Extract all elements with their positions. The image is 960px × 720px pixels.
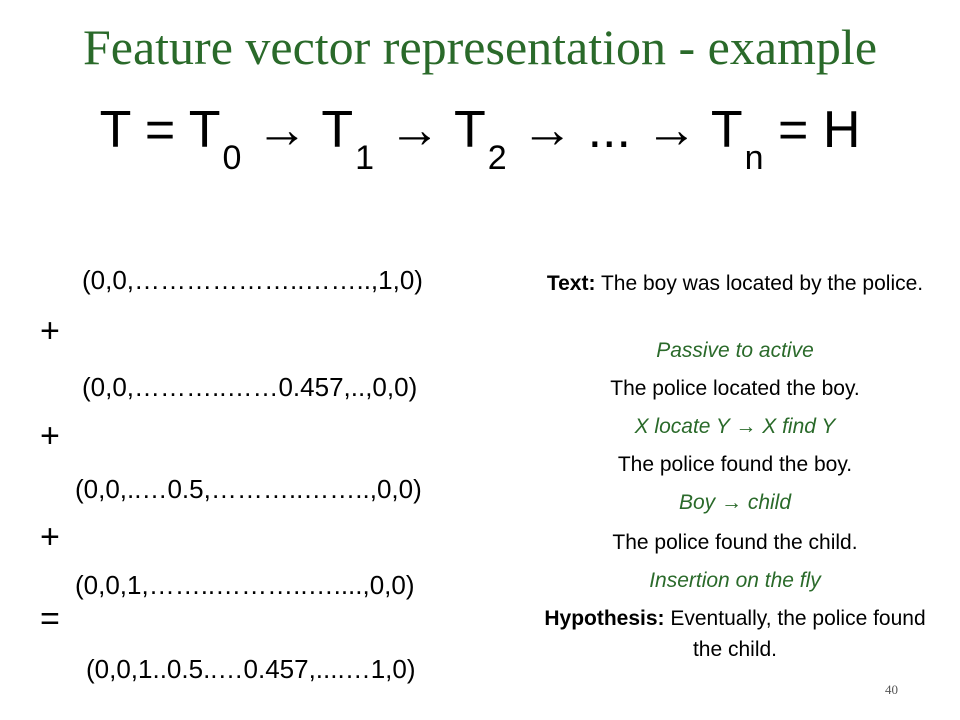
step-2: The police found the boy. <box>617 453 853 476</box>
subscript: 0 <box>222 139 242 177</box>
operator-plus: + <box>40 518 60 556</box>
rule-insertion: Insertion on the fly <box>649 569 821 592</box>
text-label: Text: <box>546 272 596 295</box>
vector-3: (0,0,..…0.5,………..……..,0,0) <box>75 474 422 504</box>
operator-plus: + <box>40 417 60 455</box>
formula-part: T = T <box>99 101 221 159</box>
formula-part: → T <box>241 101 354 159</box>
step-1: The police located the boy. <box>610 377 860 400</box>
subscript: 1 <box>355 139 375 177</box>
formula-part: = H <box>763 101 861 159</box>
operator-plus: + <box>40 312 60 350</box>
operator-equals: = <box>40 600 60 638</box>
vector-4: (0,0,1,……..………..…....,0,0) <box>75 570 415 600</box>
hypothesis-value: Eventually, the police found the child. <box>664 607 926 661</box>
arrow-right-icon: → <box>721 491 742 514</box>
page-number: 40 <box>885 682 898 697</box>
formula-part: → T <box>374 101 486 159</box>
vector-1: (0,0,………………..……..,1,0) <box>82 265 423 295</box>
hypothesis-label: Hypothesis: <box>544 607 665 630</box>
hypothesis-sentence <box>528 603 942 665</box>
vector-sum: (0,0,1..0.5..…0.457,....…1,0) <box>86 654 416 684</box>
rule-locate-find: X locate Y → X find Y <box>634 415 836 438</box>
formula-part: → ... → T <box>506 101 743 159</box>
arrow-right-icon: → <box>735 415 757 438</box>
rule-boy-child: Boy → child <box>678 491 792 514</box>
vector-2: (0,0,………..……0.457,..,0,0) <box>82 372 418 402</box>
transformation-formula <box>0 100 960 177</box>
subscript: n <box>744 139 764 177</box>
text-sentence <box>528 268 942 299</box>
subscript: 2 <box>487 139 507 177</box>
slide-title: Feature vector representation - example <box>82 19 878 75</box>
step-3: The police found the child. <box>612 531 858 554</box>
rule-passive-to-active: Passive to active <box>656 339 814 362</box>
text-value: The boy was located by the police. <box>595 272 924 295</box>
